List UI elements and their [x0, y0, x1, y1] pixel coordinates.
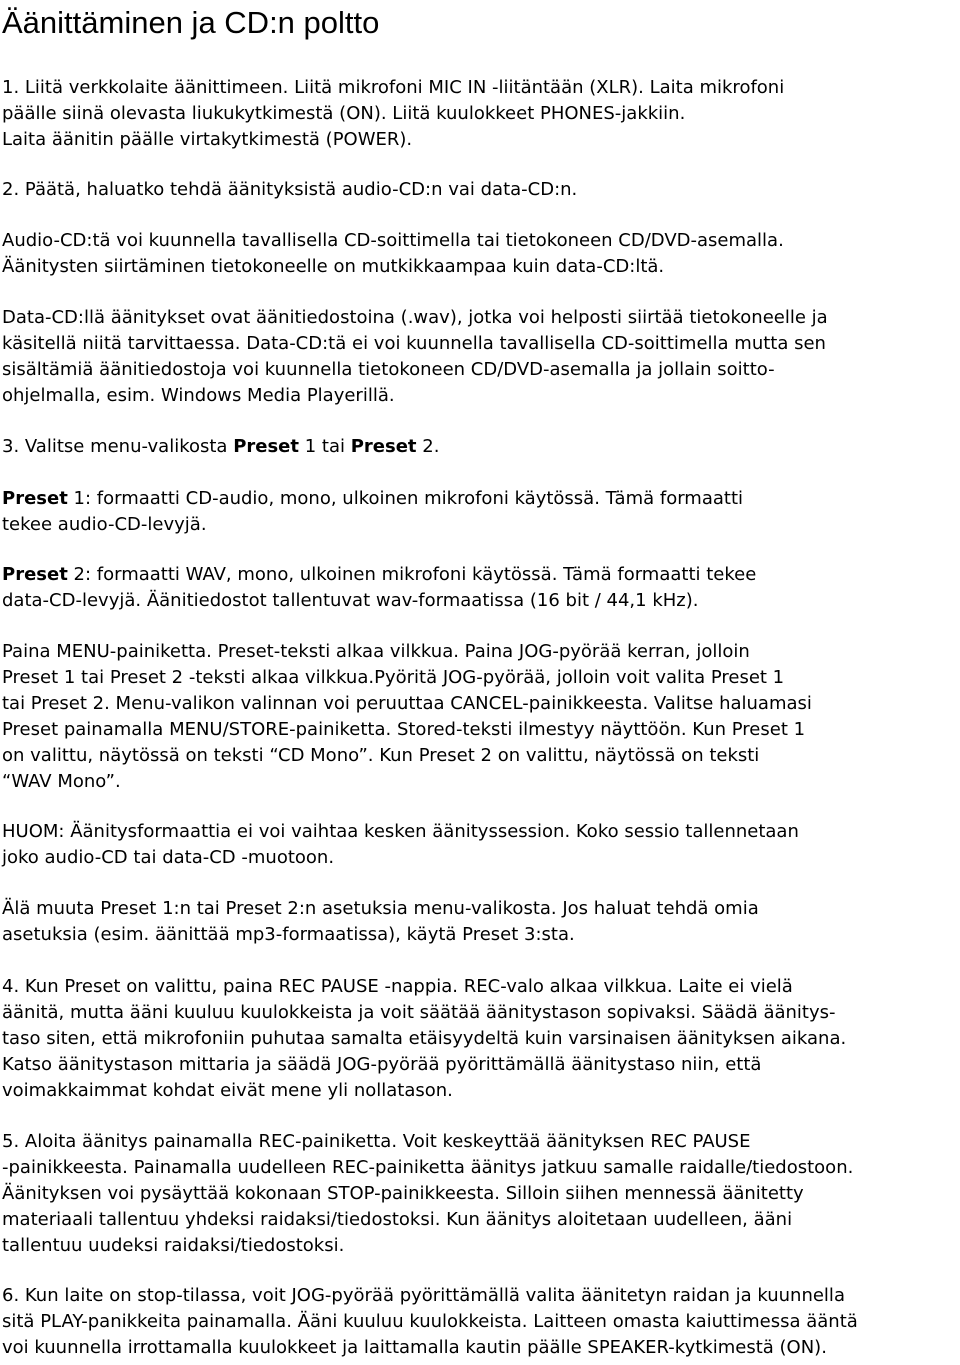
text-line: 2. Päätä, haluatko tehdä äänityksistä audio-CD:n vai data-CD:n. — [2, 179, 578, 200]
text-line: voi kuunnella irrottamalla kuulokkeet ja laittamalla kautin päälle SPEAKER-kytkimestä (ON). — [2, 1337, 827, 1358]
paragraph-data-cd — [2, 305, 828, 409]
paragraph-audio-cd — [2, 228, 784, 280]
text-line: Preset painamalla MENU/STORE-painiketta. Stored-teksti ilmestyy näyttöön. Kun Preset 1 — [2, 719, 806, 740]
text-line: “WAV Mono”. — [2, 771, 121, 792]
text-line: Audio-CD:tä voi kuunnella tavallisella CD-soittimella tai tietokoneen CD/DVD-asemalla. — [2, 230, 784, 251]
paragraph-step1 — [2, 75, 784, 153]
page-title: Äänittäminen ja CD:n poltto — [2, 5, 380, 40]
text-line: taso siten, että mikrofoniin puhutaa samalta etäisyydeltä kuin varsinaisen äänityksen aikana. — [2, 1028, 847, 1049]
text-line: Äänitysten siirtäminen tietokoneelle on mutkikkaampaa kuin data-CD:ltä. — [2, 256, 665, 277]
text-line: päälle siinä olevasta liukukytkimestä (ON). Liitä kuulokkeet PHONES-jakkiin. — [2, 103, 686, 124]
text-line: 4. Kun Preset on valittu, paina REC PAUSE -nappia. REC-valo alkaa vilkkua. Laite ei vielä — [2, 976, 793, 997]
paragraph-step6 — [2, 1283, 858, 1361]
paragraph-preset1 — [2, 486, 743, 538]
paragraph-step4 — [2, 974, 846, 1104]
text-line: Älä muuta Preset 1:n tai Preset 2:n asetuksia menu-valikosta. Jos haluat tehdä omia — [2, 898, 759, 919]
text-line: Katso äänitystason mittaria ja säädä JOG-pyörää pyörittämällä äänitystaso niin, että — [2, 1054, 762, 1075]
paragraph-menu — [2, 639, 812, 795]
text-line: sisältämiä äänitiedostoja voi kuunnella tietokoneen CD/DVD-asemalla ja jollain soitto- — [2, 359, 775, 380]
text-line: tai Preset 2. Menu-valikon valinnan voi peruuttaa CANCEL-painikkeesta. Valitse haluamasi — [2, 693, 812, 714]
text-line: sitä PLAY-panikkeita painamalla. Ääni kuuluu kuulokkeista. Laitteen omasta kaiuttimessa ääntä — [2, 1311, 858, 1332]
text-line: voimakkaimmat kohdat eivät mene yli nollatason. — [2, 1080, 453, 1101]
text-line: tallentuu uudeksi raidaksi/tiedostoksi. — [2, 1235, 345, 1256]
paragraph-step2 — [2, 177, 577, 203]
text-line: materiaali tallentuu yhdeksi raidaksi/tiedostoksi. Kun äänitys aloitetaan uudelleen, ääni — [2, 1209, 793, 1230]
paragraph-preset2 — [2, 562, 756, 614]
paragraph-step5 — [2, 1129, 853, 1259]
text-line: käsitellä niitä tarvittaessa. Data-CD:tä ei voi kuunnella tavallisella CD-soittimella mutta sen — [2, 333, 826, 354]
paragraph-step3 — [2, 434, 439, 460]
text-line: asetuksia (esim. äänittää mp3-formaatissa), käytä Preset 3:sta. — [2, 924, 575, 945]
text-line: 3. Valitse menu-valikosta Preset 1 tai Preset 2. — [2, 436, 440, 457]
text-line: on valittu, näytössä on teksti “CD Mono”. Kun Preset 2 on valittu, näytössä on teksti — [2, 745, 760, 766]
text-line: ohjelmalla, esim. Windows Media Playerillä. — [2, 385, 395, 406]
paragraph-ala-muuta — [2, 896, 759, 948]
text-line: Äänityksen voi pysäyttää kokonaan STOP-painikkeesta. Silloin siihen mennessä äänitetty — [2, 1183, 804, 1204]
text-line: Data-CD:llä äänitykset ovat äänitiedostoina (.wav), jotka voi helposti siirtää tietokoneelle ja — [2, 307, 828, 328]
text-line: data-CD-levyjä. Äänitiedostot tallentuvat wav-formaatissa (16 bit / 44,1 kHz). — [2, 590, 699, 611]
text-line: äänitä, mutta ääni kuuluu kuulokkeista ja voit säätää äänitystason sopivaksi. Säädä äänitys- — [2, 1002, 836, 1023]
text-line: Laita äänitin päälle virtakytkimestä (POWER). — [2, 129, 413, 150]
text-line: 5. Aloita äänitys painamalla REC-painiketta. Voit keskeyttää äänityksen REC PAUSE — [2, 1131, 751, 1152]
text-line: -painikkeesta. Painamalla uudelleen REC-painiketta äänitys jatkuu samalle raidalle/tiedostoon. — [2, 1157, 854, 1178]
text-line: Paina MENU-painiketta. Preset-teksti alkaa vilkkua. Paina JOG-pyörää kerran, jolloin — [2, 641, 750, 662]
paragraph-huom — [2, 819, 799, 871]
text-line: 6. Kun laite on stop-tilassa, voit JOG-pyörää pyörittämällä valita äänitetyn raidan ja kuunnella — [2, 1285, 845, 1306]
text-line: 1. Liitä verkkolaite äänittimeen. Liitä mikrofoni MIC IN -liitäntään (XLR). Laita mikrofoni — [2, 77, 785, 98]
text-line: Preset 2: formaatti WAV, mono, ulkoinen mikrofoni käytössä. Tämä formaatti tekee — [2, 564, 757, 585]
text-line: joko audio-CD tai data-CD -muotoon. — [2, 847, 335, 868]
text-line: Preset 1 tai Preset 2 -teksti alkaa vilkkua.Pyöritä JOG-pyörää, jolloin voit valita Preset 1 — [2, 667, 785, 688]
text-line: tekee audio-CD-levyjä. — [2, 514, 207, 535]
text-line: HUOM: Äänitysformaattia ei voi vaihtaa kesken äänityssession. Koko sessio tallennetaan — [2, 821, 799, 842]
text-line: Preset 1: formaatti CD-audio, mono, ulkoinen mikrofoni käytössä. Tämä formaatti — [2, 488, 744, 509]
